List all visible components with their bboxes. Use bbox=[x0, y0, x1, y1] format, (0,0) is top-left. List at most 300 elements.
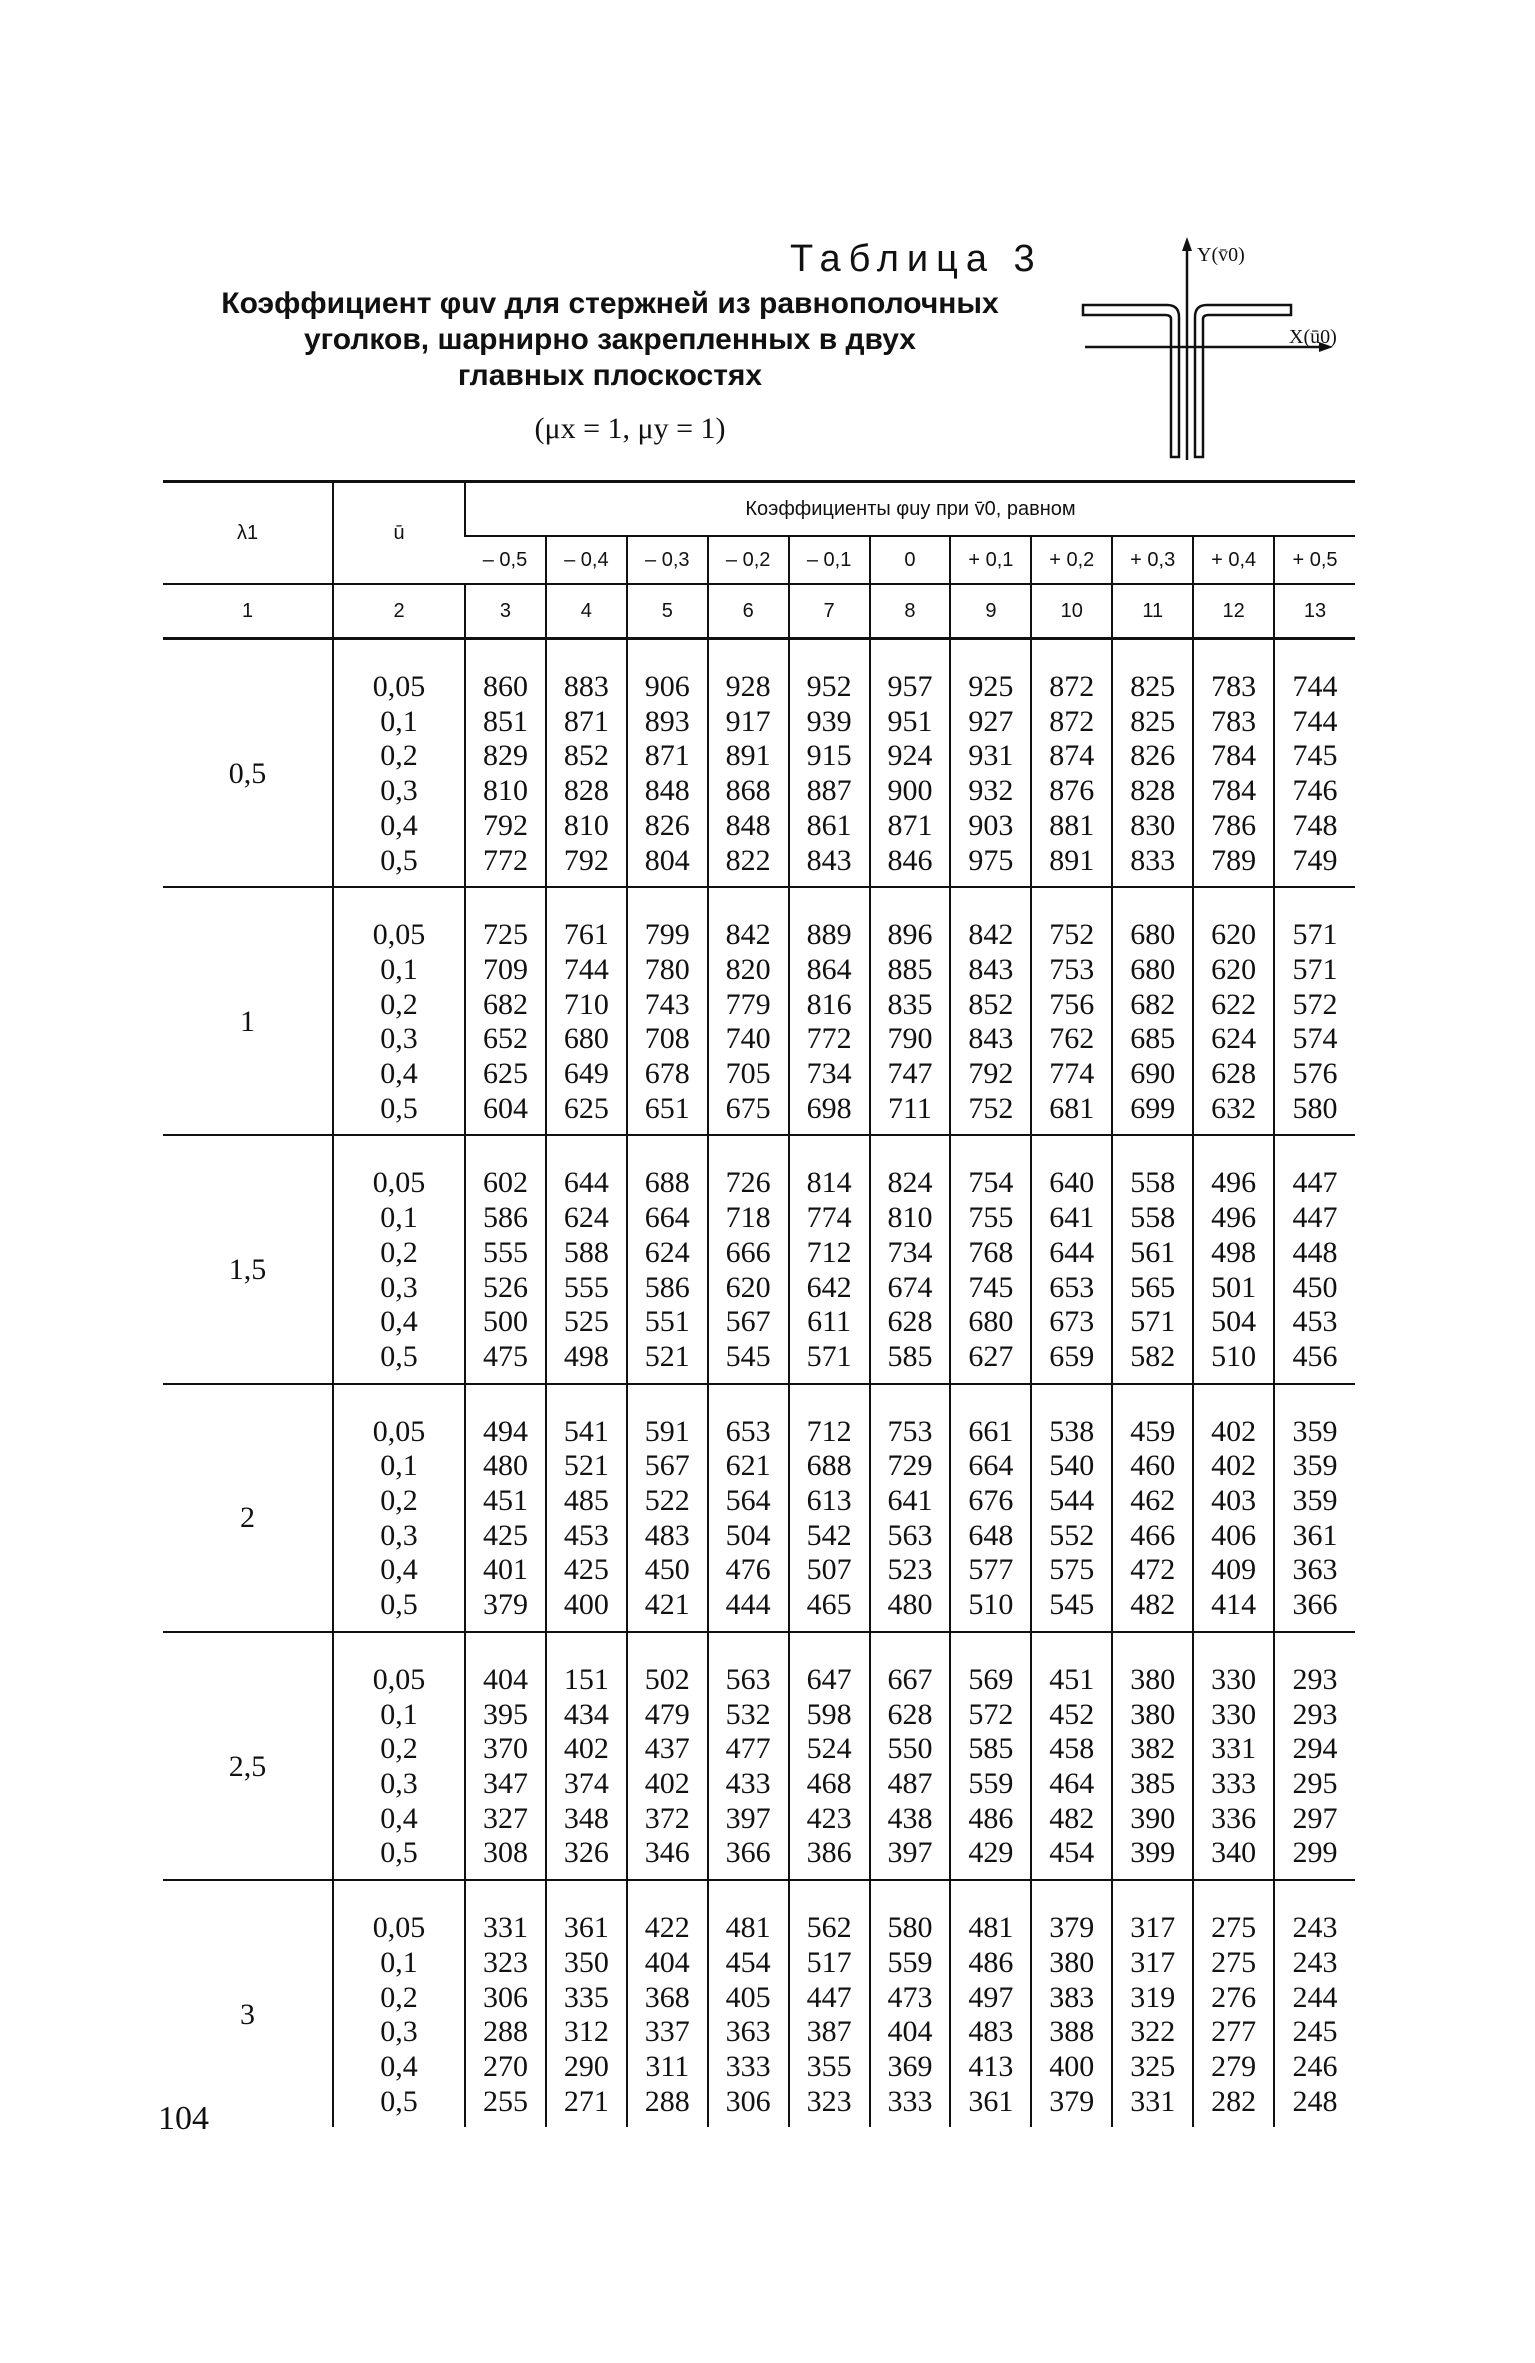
coefficient-value: 444 bbox=[725, 1588, 771, 1622]
coefficient-value: 752 bbox=[968, 1091, 1014, 1125]
coefficient-value: 400 bbox=[1049, 2049, 1095, 2083]
table-row-group bbox=[163, 1632, 1355, 1880]
coefficient-value: 852 bbox=[968, 987, 1014, 1021]
coefficient-cell bbox=[1274, 1880, 1355, 2127]
coefficient-value: 453 bbox=[563, 1518, 609, 1552]
coefficient-value: 756 bbox=[1049, 987, 1095, 1021]
y-axis-arrow bbox=[1182, 237, 1192, 251]
coefficient-value: 829 bbox=[482, 739, 528, 773]
coefficient-value: 277 bbox=[1211, 2015, 1257, 2049]
coefficient-value: 871 bbox=[644, 739, 690, 773]
lambda-cell: 0,5 bbox=[163, 639, 333, 888]
coefficient-cell bbox=[546, 1880, 627, 2127]
coefficient-value: 299 bbox=[1292, 1836, 1338, 1870]
coefficient-value: 569 bbox=[968, 1662, 1014, 1696]
coefficient-value: 667 bbox=[887, 1662, 933, 1696]
coefficient-value: 270 bbox=[482, 2049, 528, 2083]
coefficient-value: 682 bbox=[1130, 987, 1176, 1021]
coefficient-value: 744 bbox=[1292, 670, 1338, 703]
coefficient-value: 397 bbox=[725, 1801, 771, 1835]
coefficient-value: 447 bbox=[1292, 1166, 1338, 1200]
coefficient-value: 659 bbox=[1049, 1339, 1095, 1373]
coefficient-value: 458 bbox=[1049, 1732, 1095, 1766]
coefficient-value: 620 bbox=[1211, 918, 1257, 952]
header-v-value: 0 bbox=[870, 536, 951, 584]
coefficient-value: 361 bbox=[1292, 1518, 1338, 1552]
coefficient-value: 288 bbox=[482, 2015, 528, 2049]
coefficient-value: 340 bbox=[1211, 1836, 1257, 1870]
coefficient-value: 366 bbox=[1292, 1588, 1338, 1622]
coefficient-value: 753 bbox=[887, 1414, 933, 1448]
coefficient-value: 571 bbox=[1292, 952, 1338, 986]
coefficient-value: 826 bbox=[1130, 739, 1176, 773]
coefficient-value: 326 bbox=[563, 1836, 609, 1870]
coefficient-value: 482 bbox=[1049, 1801, 1095, 1835]
coefficient-cell bbox=[465, 1880, 546, 2127]
coefficient-value: 772 bbox=[482, 843, 528, 877]
coefficient-value: 883 bbox=[563, 670, 609, 703]
header-v-value: + 0,1 bbox=[950, 536, 1031, 584]
coefficient-value: 275 bbox=[1211, 1945, 1257, 1979]
coefficient-value: 561 bbox=[1130, 1235, 1176, 1269]
coefficient-value: 465 bbox=[806, 1588, 852, 1622]
coefficient-value: 711 bbox=[888, 1091, 932, 1125]
coefficient-value: 400 bbox=[563, 1588, 609, 1622]
header-column-number: 1 bbox=[163, 584, 333, 639]
coefficient-value: 746 bbox=[1292, 774, 1338, 808]
coefficient-value: 151 bbox=[563, 1662, 609, 1696]
coefficient-value: 421 bbox=[644, 1588, 690, 1622]
coefficient-value: 293 bbox=[1292, 1697, 1338, 1731]
coefficient-value: 814 bbox=[806, 1166, 852, 1200]
coefficient-value: 361 bbox=[563, 1911, 609, 1945]
coefficient-cell bbox=[1112, 887, 1193, 1135]
lambda-cell: 2,5 bbox=[163, 1632, 333, 1880]
coefficient-value: 678 bbox=[644, 1057, 690, 1091]
coefficient-cell bbox=[1112, 1135, 1193, 1383]
coefficient-value: 574 bbox=[1292, 1022, 1338, 1056]
coefficient-value: 790 bbox=[887, 1022, 933, 1056]
coefficient-value: 939 bbox=[806, 704, 852, 738]
coefficient-value: 789 bbox=[1211, 843, 1257, 877]
coefficient-value: 661 bbox=[968, 1414, 1014, 1448]
coefficient-value: 434 bbox=[563, 1697, 609, 1731]
coefficient-value: 792 bbox=[482, 808, 528, 842]
u-value: 0,05 bbox=[372, 670, 426, 703]
coefficient-value: 369 bbox=[887, 2049, 933, 2083]
coefficient-value: 783 bbox=[1211, 670, 1257, 703]
coefficient-cell bbox=[708, 887, 789, 1135]
coefficient-value: 295 bbox=[1292, 1766, 1338, 1800]
coefficient-value: 500 bbox=[482, 1305, 528, 1339]
header-column-number: 11 bbox=[1112, 584, 1193, 639]
coefficient-value: 322 bbox=[1130, 2015, 1176, 2049]
coefficient-value: 648 bbox=[968, 1518, 1014, 1552]
header-column-number: 9 bbox=[950, 584, 1031, 639]
coefficient-value: 456 bbox=[1292, 1339, 1338, 1373]
coefficient-value: 317 bbox=[1130, 1945, 1176, 1979]
u-value: 0,05 bbox=[372, 1662, 426, 1696]
coefficient-value: 680 bbox=[1130, 918, 1176, 952]
coefficient-value: 331 bbox=[1130, 2084, 1176, 2118]
coefficient-cell bbox=[465, 1632, 546, 1880]
coefficient-value: 625 bbox=[482, 1057, 528, 1091]
coefficient-cell bbox=[1193, 1880, 1274, 2127]
coefficient-value: 359 bbox=[1292, 1449, 1338, 1483]
coefficient-value: 496 bbox=[1211, 1166, 1257, 1200]
coefficient-value: 628 bbox=[887, 1305, 933, 1339]
coefficient-value: 652 bbox=[482, 1022, 528, 1056]
coefficient-value: 317 bbox=[1130, 1911, 1176, 1945]
coefficient-value: 464 bbox=[1049, 1766, 1095, 1800]
coefficient-value: 347 bbox=[482, 1766, 528, 1800]
coefficient-value: 582 bbox=[1130, 1339, 1176, 1373]
coefficient-value: 331 bbox=[1211, 1732, 1257, 1766]
coefficient-cell bbox=[1274, 1384, 1355, 1632]
coefficient-value: 330 bbox=[1211, 1697, 1257, 1731]
coefficient-value: 494 bbox=[482, 1414, 528, 1448]
coefficient-value: 521 bbox=[563, 1449, 609, 1483]
title-line: Коэффициент φuv для стержней из равнополочных bbox=[221, 287, 999, 320]
coefficient-value: 482 bbox=[1130, 1588, 1176, 1622]
coefficient-value: 952 bbox=[806, 670, 852, 703]
coefficient-value: 575 bbox=[1049, 1553, 1095, 1587]
u-value: 0,3 bbox=[380, 2015, 418, 2049]
coefficient-value: 585 bbox=[968, 1732, 1014, 1766]
coefficient-value: 876 bbox=[1049, 774, 1095, 808]
coefficient-value: 355 bbox=[806, 2049, 852, 2083]
u-value: 0,2 bbox=[380, 1732, 418, 1766]
coefficient-value: 496 bbox=[1211, 1201, 1257, 1235]
coefficient-value: 288 bbox=[644, 2084, 690, 2118]
coefficient-value: 359 bbox=[1292, 1484, 1338, 1518]
u-value: 0,05 bbox=[372, 1166, 426, 1200]
coefficient-cell bbox=[1031, 887, 1112, 1135]
coefficient-value: 825 bbox=[1130, 670, 1176, 703]
coefficient-value: 290 bbox=[563, 2049, 609, 2083]
coefficient-value: 848 bbox=[725, 808, 771, 842]
coefficient-value: 346 bbox=[644, 1836, 690, 1870]
coefficient-value: 893 bbox=[644, 704, 690, 738]
u-value: 0,3 bbox=[380, 1022, 418, 1056]
header-coefficients: Коэффициенты φuy при v̄0, равном bbox=[465, 482, 1355, 537]
coefficient-value: 748 bbox=[1292, 808, 1338, 842]
y-axis-label: Y(v̄0) bbox=[1197, 244, 1245, 266]
coefficient-value: 525 bbox=[563, 1305, 609, 1339]
u-cell bbox=[333, 1632, 465, 1880]
coefficient-value: 871 bbox=[887, 808, 933, 842]
coefficient-value: 681 bbox=[1049, 1091, 1095, 1125]
coefficient-value: 783 bbox=[1211, 704, 1257, 738]
coefficient-value: 558 bbox=[1130, 1166, 1176, 1200]
u-value: 0,5 bbox=[380, 1339, 418, 1373]
coefficient-cell bbox=[1193, 639, 1274, 888]
u-value: 0,1 bbox=[380, 952, 418, 986]
u-cell bbox=[333, 1384, 465, 1632]
header-v-value: – 0,2 bbox=[708, 536, 789, 584]
coefficient-value: 843 bbox=[968, 1022, 1014, 1056]
coefficient-value: 975 bbox=[968, 843, 1014, 877]
coefficient-cell bbox=[870, 639, 951, 888]
coefficient-cell bbox=[1112, 1632, 1193, 1880]
coefficient-cell bbox=[789, 1384, 870, 1632]
coefficient-value: 403 bbox=[1211, 1484, 1257, 1518]
coefficient-value: 624 bbox=[1211, 1022, 1257, 1056]
coefficient-value: 761 bbox=[563, 918, 609, 952]
coefficient-value: 413 bbox=[968, 2049, 1014, 2083]
coefficient-value: 501 bbox=[1211, 1270, 1257, 1304]
coefficient-value: 698 bbox=[806, 1091, 852, 1125]
coefficient-value: 379 bbox=[1049, 2084, 1095, 2118]
coefficient-value: 621 bbox=[725, 1449, 771, 1483]
coefficient-value: 825 bbox=[1130, 704, 1176, 738]
coefficient-value: 828 bbox=[563, 774, 609, 808]
coefficient-value: 363 bbox=[1292, 1553, 1338, 1587]
coefficient-cell bbox=[546, 1384, 627, 1632]
u-value: 0,3 bbox=[380, 1270, 418, 1304]
coefficient-cell bbox=[870, 887, 951, 1135]
coefficient-value: 744 bbox=[1292, 704, 1338, 738]
coefficient-value: 906 bbox=[644, 670, 690, 703]
coefficient-cell bbox=[708, 1632, 789, 1880]
coefficient-value: 350 bbox=[563, 1945, 609, 1979]
header-v-value: – 0,3 bbox=[627, 536, 708, 584]
coefficient-cell bbox=[1193, 887, 1274, 1135]
coefficient-value: 835 bbox=[887, 987, 933, 1021]
coefficient-value: 755 bbox=[968, 1201, 1014, 1235]
coefficient-value: 571 bbox=[1292, 918, 1338, 952]
coefficient-value: 447 bbox=[806, 1980, 852, 2014]
lambda-cell: 1 bbox=[163, 887, 333, 1135]
u-value: 0,2 bbox=[380, 1484, 418, 1518]
coefficient-value: 628 bbox=[1211, 1057, 1257, 1091]
coefficient-value: 710 bbox=[563, 987, 609, 1021]
coefficient-value: 323 bbox=[482, 1945, 528, 1979]
coefficient-value: 244 bbox=[1292, 1980, 1338, 2014]
coefficient-value: 545 bbox=[1049, 1588, 1095, 1622]
coefficient-value: 550 bbox=[887, 1732, 933, 1766]
coefficient-value: 248 bbox=[1292, 2084, 1338, 2118]
coefficient-value: 674 bbox=[887, 1270, 933, 1304]
coefficient-value: 830 bbox=[1130, 808, 1176, 842]
header-v-value: + 0,5 bbox=[1274, 536, 1355, 584]
u-cell bbox=[333, 1880, 465, 2127]
coefficient-value: 931 bbox=[968, 739, 1014, 773]
coefficient-value: 810 bbox=[887, 1201, 933, 1235]
u-value: 0,5 bbox=[380, 843, 418, 877]
coefficient-value: 871 bbox=[563, 704, 609, 738]
coefficient-value: 881 bbox=[1049, 808, 1095, 842]
coefficient-value: 538 bbox=[1049, 1414, 1095, 1448]
coefficient-value: 598 bbox=[806, 1697, 852, 1731]
coefficient-value: 454 bbox=[725, 1945, 771, 1979]
coefficient-value: 896 bbox=[887, 918, 933, 952]
coefficient-value: 576 bbox=[1292, 1057, 1338, 1091]
coefficient-cell bbox=[627, 1135, 708, 1383]
coefficient-value: 675 bbox=[725, 1091, 771, 1125]
table-row-group bbox=[163, 1135, 1355, 1383]
coefficient-value: 822 bbox=[725, 843, 771, 877]
coefficient-cell bbox=[708, 1135, 789, 1383]
coefficient-value: 510 bbox=[968, 1588, 1014, 1622]
coefficient-value: 409 bbox=[1211, 1553, 1257, 1587]
coefficient-value: 586 bbox=[482, 1201, 528, 1235]
u-value: 0,5 bbox=[380, 1588, 418, 1622]
coefficient-value: 450 bbox=[644, 1553, 690, 1587]
coefficient-value: 745 bbox=[1292, 739, 1338, 773]
coefficient-value: 572 bbox=[968, 1697, 1014, 1731]
coefficient-value: 754 bbox=[968, 1166, 1014, 1200]
coefficient-value: 734 bbox=[887, 1235, 933, 1269]
coefficient-value: 374 bbox=[563, 1766, 609, 1800]
coefficient-value: 625 bbox=[563, 1091, 609, 1125]
coefficient-value: 481 bbox=[725, 1911, 771, 1945]
coefficient-value: 641 bbox=[1049, 1201, 1095, 1235]
coefficient-cell bbox=[627, 1632, 708, 1880]
coefficient-value: 774 bbox=[1049, 1057, 1095, 1091]
coefficient-value: 712 bbox=[806, 1235, 852, 1269]
coefficient-value: 522 bbox=[644, 1484, 690, 1518]
u-value: 0,2 bbox=[380, 1235, 418, 1269]
header-column-number: 4 bbox=[546, 584, 627, 639]
coefficient-value: 517 bbox=[806, 1945, 852, 1979]
coefficient-value: 480 bbox=[887, 1588, 933, 1622]
coefficient-cell bbox=[708, 1880, 789, 2127]
coefficient-cell bbox=[950, 887, 1031, 1135]
coefficient-value: 385 bbox=[1130, 1766, 1176, 1800]
coefficient-cell bbox=[1274, 639, 1355, 888]
coefficient-value: 555 bbox=[482, 1235, 528, 1269]
coefficient-value: 852 bbox=[563, 739, 609, 773]
coefficient-value: 383 bbox=[1049, 1980, 1095, 2014]
header-column-number: 5 bbox=[627, 584, 708, 639]
coefficient-cell bbox=[1274, 1135, 1355, 1383]
coefficient-value: 734 bbox=[806, 1057, 852, 1091]
coefficient-value: 542 bbox=[806, 1518, 852, 1552]
coefficient-value: 792 bbox=[563, 843, 609, 877]
u-value: 0,4 bbox=[380, 1057, 418, 1091]
coefficient-value: 900 bbox=[887, 774, 933, 808]
coefficient-value: 510 bbox=[1211, 1339, 1257, 1373]
coefficient-value: 729 bbox=[887, 1449, 933, 1483]
coefficient-value: 680 bbox=[1130, 952, 1176, 986]
coefficient-value: 401 bbox=[482, 1553, 528, 1587]
title-line: уголков, шарнирно закрепленных в двух bbox=[304, 323, 916, 356]
coefficient-value: 642 bbox=[806, 1270, 852, 1304]
coefficient-value: 725 bbox=[482, 918, 528, 952]
coefficient-cell bbox=[950, 1135, 1031, 1383]
coefficient-value: 613 bbox=[806, 1484, 852, 1518]
u-value: 0,3 bbox=[380, 774, 418, 808]
coefficient-value: 333 bbox=[1211, 1766, 1257, 1800]
coefficient-value: 452 bbox=[1049, 1697, 1095, 1731]
left-angle-shape bbox=[1083, 305, 1179, 457]
coefficient-value: 450 bbox=[1292, 1270, 1338, 1304]
coefficient-value: 414 bbox=[1211, 1588, 1257, 1622]
coefficient-value: 828 bbox=[1130, 774, 1176, 808]
coefficient-value: 402 bbox=[563, 1732, 609, 1766]
coefficient-value: 388 bbox=[1049, 2015, 1095, 2049]
coefficient-value: 399 bbox=[1130, 1836, 1176, 1870]
coefficient-cell bbox=[1193, 1384, 1274, 1632]
coefficient-value: 784 bbox=[1211, 774, 1257, 808]
coefficient-value: 246 bbox=[1292, 2049, 1338, 2083]
coefficient-cell bbox=[627, 1384, 708, 1632]
u-cell bbox=[333, 1135, 465, 1383]
u-value: 0,2 bbox=[380, 987, 418, 1021]
header-u: ū bbox=[333, 482, 465, 585]
coefficient-value: 486 bbox=[968, 1801, 1014, 1835]
coefficient-value: 390 bbox=[1130, 1801, 1176, 1835]
coefficient-cell bbox=[627, 1880, 708, 2127]
header-column-number: 13 bbox=[1274, 584, 1355, 639]
right-angle-shape bbox=[1195, 305, 1291, 457]
coefficient-cell bbox=[465, 887, 546, 1135]
coefficient-value: 551 bbox=[644, 1305, 690, 1339]
coefficient-cell bbox=[465, 1135, 546, 1383]
coefficient-value: 565 bbox=[1130, 1270, 1176, 1304]
coefficient-value: 526 bbox=[482, 1270, 528, 1304]
coefficient-value: 559 bbox=[887, 1945, 933, 1979]
u-value: 0,05 bbox=[372, 1414, 426, 1448]
coefficient-value: 624 bbox=[563, 1201, 609, 1235]
u-value: 0,1 bbox=[380, 1697, 418, 1731]
coefficient-value: 820 bbox=[725, 952, 771, 986]
coefficient-value: 524 bbox=[806, 1732, 852, 1766]
coefficient-value: 580 bbox=[1292, 1091, 1338, 1125]
coefficient-value: 580 bbox=[887, 1911, 933, 1945]
coefficient-value: 622 bbox=[1211, 987, 1257, 1021]
coefficient-value: 502 bbox=[644, 1662, 690, 1696]
u-value: 0,2 bbox=[380, 739, 418, 773]
coefficient-value: 395 bbox=[482, 1697, 528, 1731]
coefficient-value: 826 bbox=[644, 808, 690, 842]
table-title bbox=[160, 286, 1060, 394]
coefficient-value: 644 bbox=[1049, 1235, 1095, 1269]
coefficient-value: 438 bbox=[887, 1801, 933, 1835]
coefficient-value: 312 bbox=[563, 2015, 609, 2049]
coefficient-value: 319 bbox=[1130, 1980, 1176, 2014]
coefficient-value: 359 bbox=[1292, 1414, 1338, 1448]
coefficient-value: 772 bbox=[806, 1022, 852, 1056]
coefficient-value: 282 bbox=[1211, 2084, 1257, 2118]
coefficient-value: 523 bbox=[887, 1553, 933, 1587]
u-value: 0,4 bbox=[380, 1801, 418, 1835]
coefficient-value: 768 bbox=[968, 1235, 1014, 1269]
coefficient-value: 927 bbox=[968, 704, 1014, 738]
u-value: 0,1 bbox=[380, 1201, 418, 1235]
coefficient-value: 860 bbox=[482, 670, 528, 703]
coefficient-value: 688 bbox=[644, 1166, 690, 1200]
coefficient-value: 243 bbox=[1292, 1945, 1338, 1979]
coefficient-value: 685 bbox=[1130, 1022, 1176, 1056]
u-value: 0,2 bbox=[380, 1980, 418, 2014]
coefficient-value: 924 bbox=[887, 739, 933, 773]
coefficient-value: 673 bbox=[1049, 1305, 1095, 1339]
u-value: 0,1 bbox=[380, 704, 418, 738]
u-value: 0,5 bbox=[380, 2084, 418, 2118]
u-value: 0,4 bbox=[380, 808, 418, 842]
u-value: 0,5 bbox=[380, 1836, 418, 1870]
header-v-value: – 0,1 bbox=[789, 536, 870, 584]
table-row-group bbox=[163, 1880, 1355, 2127]
coefficient-value: 620 bbox=[1211, 952, 1257, 986]
header-column-number: 2 bbox=[333, 584, 465, 639]
coefficient-value: 540 bbox=[1049, 1449, 1095, 1483]
coefficient-value: 917 bbox=[725, 704, 771, 738]
lambda-cell: 2 bbox=[163, 1384, 333, 1632]
coefficient-value: 333 bbox=[887, 2084, 933, 2118]
